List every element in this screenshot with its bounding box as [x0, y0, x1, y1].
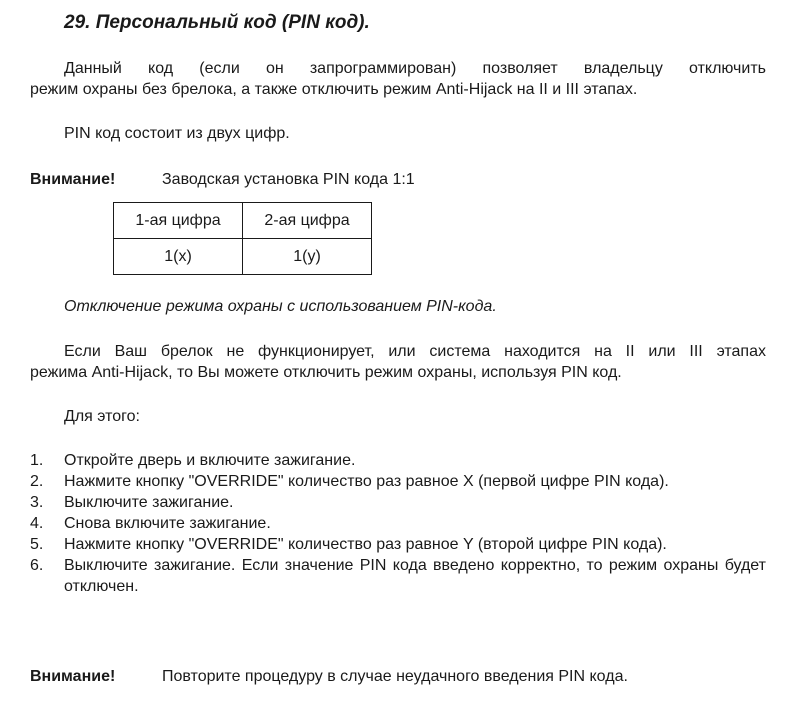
list-item	[30, 471, 766, 492]
step-text: Выключите зажигание.	[64, 494, 234, 511]
step-text: Выключите зажигание. Если значение PIN кода введено корректно, то режим охраны будет отключен.	[64, 557, 766, 595]
steps-list	[30, 450, 766, 597]
step-text: Снова включите зажигание.	[64, 515, 271, 532]
pin-digits-text: PIN код состоит из двух цифр.	[64, 125, 290, 142]
list-item	[30, 492, 766, 513]
step-text: Откройте дверь и включите зажигание.	[64, 452, 356, 469]
warning-text-2: Повторите процедуру в случае неудачного введения PIN кода.	[162, 668, 628, 685]
list-item	[30, 534, 766, 555]
pin-table-value-second: 1(y)	[243, 239, 372, 275]
pin-table-value-first: 1(x)	[114, 239, 243, 275]
warning-title: Внимание!	[30, 171, 116, 188]
step-number: 3.	[30, 494, 44, 511]
disable-heading: Отключение режима охраны с использованием PIN-кода.	[64, 298, 497, 315]
intro-paragraph	[30, 58, 766, 100]
step-number: 6.	[30, 557, 44, 574]
step-number: 5.	[30, 536, 44, 553]
step-number: 1.	[30, 452, 44, 469]
disable-line-1: Если Ваш брелок не функционирует, или система находится на II или III этапах	[64, 343, 766, 360]
list-item	[30, 555, 766, 597]
for-this-text: Для этого:	[64, 408, 140, 425]
list-item	[30, 513, 766, 534]
pin-table-header-first: 1-ая цифра	[114, 203, 243, 239]
disable-paragraph	[30, 341, 766, 383]
warning-text: Заводская установка PIN кода 1:1	[162, 171, 415, 188]
pin-table	[113, 202, 372, 275]
pin-table-header-row	[114, 203, 372, 239]
intro-line-2: режим охраны без брелока, а также отключить режим Anti-Hijack на II и III этапах.	[30, 81, 638, 98]
disable-line-2: режима Anti-Hijack, то Вы можете отключить режим охраны, используя PIN код.	[30, 364, 622, 381]
warning-title-2: Внимание!	[30, 668, 116, 685]
step-number: 4.	[30, 515, 44, 532]
step-number: 2.	[30, 473, 44, 490]
pin-table-value-row	[114, 239, 372, 275]
step-text: Нажмите кнопку "OVERRIDE" количество раз равное X (первой цифре PIN кода).	[64, 473, 669, 490]
intro-line-1: Данный код (если он запрограммирован) позволяет владельцу отключить	[64, 60, 766, 77]
step-text: Нажмите кнопку "OVERRIDE" количество раз равное Y (второй цифре PIN кода).	[64, 536, 667, 553]
section-heading: 29. Персональный код (PIN код).	[64, 12, 370, 33]
list-item	[30, 450, 766, 471]
pin-table-header-second: 2-ая цифра	[243, 203, 372, 239]
